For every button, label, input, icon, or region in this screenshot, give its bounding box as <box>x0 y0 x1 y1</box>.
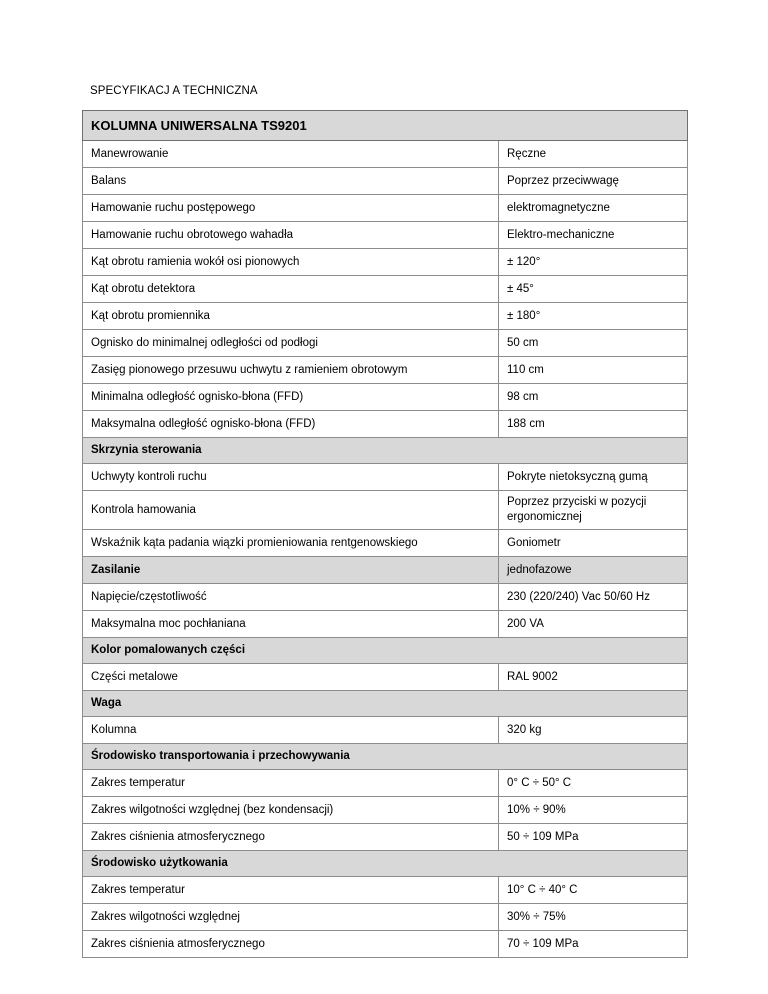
row-value: Poprzez przeciwwagę <box>499 168 688 195</box>
row-value: 0° C ÷ 50° C <box>499 770 688 797</box>
table-title-row <box>83 111 688 141</box>
row-label: Zakres wilgotności względnej <box>83 904 499 931</box>
row-label: Manewrowanie <box>83 141 499 168</box>
table-row <box>83 195 688 222</box>
row-label: Zakres ciśnienia atmosferycznego <box>83 931 499 958</box>
row-value: ± 120° <box>499 249 688 276</box>
section-title: Zasilanie <box>83 557 499 584</box>
row-value: 188 cm <box>499 411 688 438</box>
row-label: Balans <box>83 168 499 195</box>
table-row <box>83 249 688 276</box>
row-label: Hamowanie ruchu obrotowego wahadła <box>83 222 499 249</box>
row-label: Kontrola hamowania <box>83 491 499 530</box>
row-value: Ręczne <box>499 141 688 168</box>
row-value: 230 (220/240) Vac 50/60 Hz <box>499 584 688 611</box>
row-value: 98 cm <box>499 384 688 411</box>
table-title: KOLUMNA UNIWERSALNA TS9201 <box>83 111 688 141</box>
row-value: ± 45° <box>499 276 688 303</box>
row-label: Wskaźnik kąta padania wiązki promieniowania rentgenowskiego <box>83 530 499 557</box>
row-label: Maksymalna odległość ognisko-błona (FFD) <box>83 411 499 438</box>
table-row <box>83 797 688 824</box>
row-label: Zasięg pionowego przesuwu uchwytu z ramieniem obrotowym <box>83 357 499 384</box>
section-title: Waga <box>83 691 688 717</box>
section-header-weight <box>83 691 688 717</box>
document-heading: SPECYFIKACJ A TECHNICZNA <box>90 85 258 97</box>
table-row <box>83 276 688 303</box>
row-label: Kąt obrotu promiennika <box>83 303 499 330</box>
row-value: elektromagnetyczne <box>499 195 688 222</box>
table-row <box>83 384 688 411</box>
row-value: 110 cm <box>499 357 688 384</box>
row-value: 10° C ÷ 40° C <box>499 877 688 904</box>
row-value: Elektro-mechaniczne <box>499 222 688 249</box>
table-row <box>83 464 688 491</box>
table-row <box>83 611 688 638</box>
row-value: 30% ÷ 75% <box>499 904 688 931</box>
section-header-use-environment <box>83 851 688 877</box>
section-header-transport-environment <box>83 744 688 770</box>
section-title-value: jednofazowe <box>499 557 688 584</box>
row-value: 50 cm <box>499 330 688 357</box>
row-label: Maksymalna moc pochłaniana <box>83 611 499 638</box>
row-value: RAL 9002 <box>499 664 688 691</box>
row-value: 50 ÷ 109 MPa <box>499 824 688 851</box>
row-label: Zakres wilgotności względnej (bez kondensacji) <box>83 797 499 824</box>
row-value: Poprzez przyciski w pozycji ergonomicznej <box>499 491 688 530</box>
section-header-paint <box>83 638 688 664</box>
table-row <box>83 411 688 438</box>
table-row <box>83 141 688 168</box>
table-row <box>83 904 688 931</box>
section-title: Kolor pomalowanych części <box>83 638 688 664</box>
table-row <box>83 664 688 691</box>
row-value: Pokryte nietoksyczną gumą <box>499 464 688 491</box>
row-label: Zakres temperatur <box>83 877 499 904</box>
spec-table <box>82 110 688 958</box>
table-row <box>83 931 688 958</box>
section-title: Skrzynia sterowania <box>83 438 688 464</box>
table-row <box>83 491 688 530</box>
table-row <box>83 877 688 904</box>
row-label: Ognisko do minimalnej odległości od podłogi <box>83 330 499 357</box>
table-row <box>83 222 688 249</box>
table-row <box>83 717 688 744</box>
row-label: Kąt obrotu ramienia wokół osi pionowych <box>83 249 499 276</box>
table-row <box>83 357 688 384</box>
row-value: 10% ÷ 90% <box>499 797 688 824</box>
table-row <box>83 584 688 611</box>
table-row <box>83 330 688 357</box>
table-row <box>83 530 688 557</box>
row-label: Hamowanie ruchu postępowego <box>83 195 499 222</box>
row-label: Zakres ciśnienia atmosferycznego <box>83 824 499 851</box>
row-value: 320 kg <box>499 717 688 744</box>
row-label: Zakres temperatur <box>83 770 499 797</box>
section-header-power <box>83 557 688 584</box>
row-value: ± 180° <box>499 303 688 330</box>
row-label: Kolumna <box>83 717 499 744</box>
table-row <box>83 168 688 195</box>
row-value: 70 ÷ 109 MPa <box>499 931 688 958</box>
section-header-control-box <box>83 438 688 464</box>
row-label: Minimalna odległość ognisko-błona (FFD) <box>83 384 499 411</box>
table-row <box>83 770 688 797</box>
row-value: 200 VA <box>499 611 688 638</box>
table-row <box>83 824 688 851</box>
section-title: Środowisko użytkowania <box>83 851 688 877</box>
section-title: Środowisko transportowania i przechowywania <box>83 744 688 770</box>
row-label: Uchwyty kontroli ruchu <box>83 464 499 491</box>
table-row <box>83 303 688 330</box>
row-label: Kąt obrotu detektora <box>83 276 499 303</box>
row-label: Części metalowe <box>83 664 499 691</box>
row-value: Goniometr <box>499 530 688 557</box>
row-label: Napięcie/częstotliwość <box>83 584 499 611</box>
